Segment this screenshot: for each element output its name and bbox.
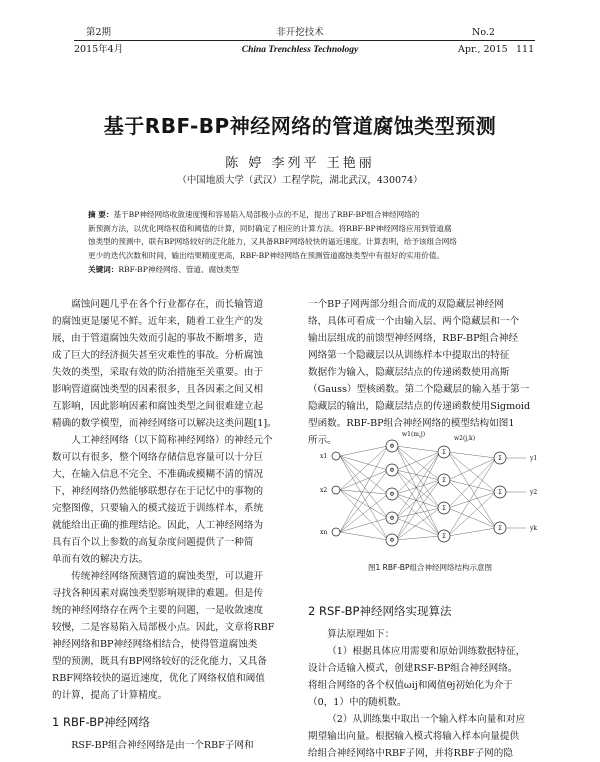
text-line: 一个BP子网两部分组合而成的双隐藏层神经网 xyxy=(308,299,504,310)
text-line: 隐藏层的输出，隐藏层结点的传递函数使用Sigmoid xyxy=(308,401,531,412)
phi-label: Φ xyxy=(389,537,395,544)
keywords xyxy=(88,264,518,275)
text-line: 寻找各种因素对腐蚀类型影响规律的难题。但是传 xyxy=(52,588,264,599)
issue-date: 2015年4月 xyxy=(74,44,124,55)
sigma-label: Σ xyxy=(442,533,446,540)
abstract-line: 更少的迭代次数和时间，输出结果精度更高，RBF-BP神经网络在预测管道腐蚀类型中有很好的实用价值。 xyxy=(88,250,445,260)
text-line: RSF-BP组合神经网络是由一个RBF子网和 xyxy=(71,740,254,751)
input-label: x1 xyxy=(320,453,328,460)
text-line: 人工神经网络（以下简称神经网络）的神经元个 xyxy=(71,435,273,446)
body-column-right-lower xyxy=(308,603,552,762)
sigma-label: Σ xyxy=(498,489,502,496)
text-line: （2）从训练集中取出一个输入样本向量和对应 xyxy=(327,714,526,725)
figure-caption: 图1 RBF-BP组合神经网络结构示意图 xyxy=(368,563,492,572)
paragraph-ann xyxy=(52,432,296,568)
text-line: 型的预测，既具有BP网络较好的泛化能力，又具备 xyxy=(52,656,267,667)
body-column-left xyxy=(52,296,296,754)
journal-name-en: China Trenchless Technology xyxy=(241,45,359,55)
sigma-label: Σ xyxy=(498,455,502,462)
paragraph-intro xyxy=(52,296,296,432)
text-line: 互影响，因此影响因素和腐蚀类型之间很难建立起 xyxy=(52,401,264,412)
text-line: （Gauss）型核函数。第二个隐藏层的输入基于第一 xyxy=(308,384,530,395)
sigma-label: Σ xyxy=(442,477,446,484)
paragraph-traditional xyxy=(52,568,296,704)
abstract-line: 新预测方法，以优化网络权值和阈值的计算，同时确定了相应的计算方法。将RBF-BP神经网络应用到管道腐 xyxy=(88,223,452,233)
text-line: 期望输出向量。根据输入模式将输入样本向量提供 xyxy=(308,731,520,742)
input-label: xn xyxy=(320,529,328,536)
abstract xyxy=(88,208,518,262)
output-label: y2 xyxy=(530,489,538,496)
section-heading-1: 1 RBF-BP神经网络 xyxy=(52,715,151,729)
section-heading-2: 2 RSF-BP神经网络实现算法 xyxy=(308,604,452,618)
issue-number: 第2期 xyxy=(86,27,112,38)
body-column-right xyxy=(308,296,552,449)
text-line: 传统神经网络预测管道的腐蚀类型，可以避开 xyxy=(71,571,264,582)
weight-label-w2: w2(j,k) xyxy=(454,435,476,442)
network-diagram xyxy=(318,428,548,558)
text-line: 下，神经网络仍然能够联想存在于记忆中的事物的 xyxy=(52,486,264,497)
keywords-label: 关键词： xyxy=(88,265,119,274)
text-line: 的腐蚀更是屡见不鲜。近年来，随着工业生产的发 xyxy=(52,316,264,327)
text-line: 所示。 xyxy=(308,435,337,446)
page-number: 111 xyxy=(516,44,535,55)
phi-label: Φ xyxy=(389,443,395,450)
abstract-line: 蚀类型的预测中，联有BP网络较好的泛化能力，又具备RBF网络较快的逼近速度。计算表明，给予该组合网络 xyxy=(88,237,457,246)
text-line: 精确的数学模型，而神经网络可以解决这类问题[1]。 xyxy=(52,418,277,429)
header-rule xyxy=(74,40,535,41)
text-line: 较慢，二是容易陷入局部极小点。因此，文章将RBF xyxy=(52,622,275,633)
text-line: 的计算，提高了计算精度。 xyxy=(52,690,168,701)
text-line: 络，具体可看成一个由输入层、两个隐藏层和一个 xyxy=(308,316,520,327)
authors: 陈 婷 李列平 王艳丽 xyxy=(225,156,375,171)
affiliation: （中国地质大学（武汉）工程学院，湖北武汉，430074） xyxy=(177,175,423,186)
text-line: 给组合神经网络中RBF子网，并将RBF子网的隐 xyxy=(308,748,513,759)
phi-label: Φ xyxy=(389,467,395,474)
abstract-line: 基于BP神经网络收敛速度慢和容易陷入局部极小点的不足，提出了RBF-BP组合神经网络的 xyxy=(113,210,420,219)
text-line: 网络第一个隐藏层以从训练样本中提取出的特征 xyxy=(308,350,510,361)
abstract-label: 摘 要： xyxy=(88,210,114,219)
output-label: yk xyxy=(530,525,538,532)
text-line: RBF网络较快的逼近速度，优化了网络权值和阈值 xyxy=(52,673,265,684)
output-label: y1 xyxy=(530,455,538,462)
text-line: 就能给出正确的推理结论。因此，人工神经网络为 xyxy=(52,520,264,531)
text-line: 将组合网络的各个权值ωij和阈值θj初始化为介于 xyxy=(308,680,513,691)
text-line: 输出层组成的前馈型神经网络，RBF-BP组合神经 xyxy=(308,333,518,344)
weight-label-w1: w1(m,j) xyxy=(402,431,426,438)
algo-title: 算法原理如下： xyxy=(327,629,395,640)
paper-title: 基于RBF-BP神经网络的管道腐蚀类型预测 xyxy=(103,114,497,138)
text-line: 型函数。RBF-BP组合神经网络的模型结构如图1 xyxy=(308,418,515,429)
journal-name-cn: 非开挖技术 xyxy=(276,27,324,38)
text-line: 展，由于管道腐蚀失效而引起的事故不断增多，造 xyxy=(52,333,264,344)
text-line: 腐蚀问题几乎在各个行业都存在，而长输管道 xyxy=(71,299,264,310)
text-line: 数可以有很多，整个网络存储信息容量可以十分巨 xyxy=(52,452,264,463)
input-label: x2 xyxy=(320,487,328,494)
keywords-text: RBF-BP神经网络、管道、腐蚀类型 xyxy=(118,265,239,274)
sigma-label: Σ xyxy=(498,525,502,532)
issue-no: No.2 xyxy=(472,27,495,38)
text-line: 具有百个以上参数的高复杂度问题提供了一种简 xyxy=(52,537,254,548)
text-line: 完整图像，只要输入的模式接近于训练样本，系统 xyxy=(52,503,264,514)
text-line: 失效的类型，采取有效的防治措施至关重要。由于 xyxy=(52,367,264,378)
phi-label: Φ xyxy=(389,515,395,522)
text-line: 数据作为输入，隐藏层结点的传递函数使用高斯 xyxy=(308,367,510,378)
text-line: 影响管道腐蚀类型的因素很多，且各因素之间又相 xyxy=(52,384,264,395)
text-line: 成了巨大的经济损失甚至灾难性的事故。分析腐蚀 xyxy=(52,350,264,361)
sigma-label: Σ xyxy=(442,505,446,512)
text-line: 统的神经网络存在两个主要的问题，一是收敛速度 xyxy=(52,605,264,616)
text-line: （1）根据具体应用需要和原始训练数据特征， xyxy=(327,646,526,657)
phi-label: Φ xyxy=(389,491,395,498)
sigma-label: Σ xyxy=(442,449,446,456)
text-line: 大，在输入信息不完全、不准确或模糊不清的情况 xyxy=(52,469,264,480)
text-line: 设计合适输入模式，创建RSF-BP组合神经网络。 xyxy=(308,663,518,674)
text-line: （0，1）中的随机数。 xyxy=(308,697,407,708)
text-line: 神经网络和BP神经网络相结合，使得管道腐蚀类 xyxy=(52,639,258,650)
issue-month-year: Apr., 2015 xyxy=(458,44,508,55)
text-line: 单而有效的解决方法。 xyxy=(52,554,148,565)
